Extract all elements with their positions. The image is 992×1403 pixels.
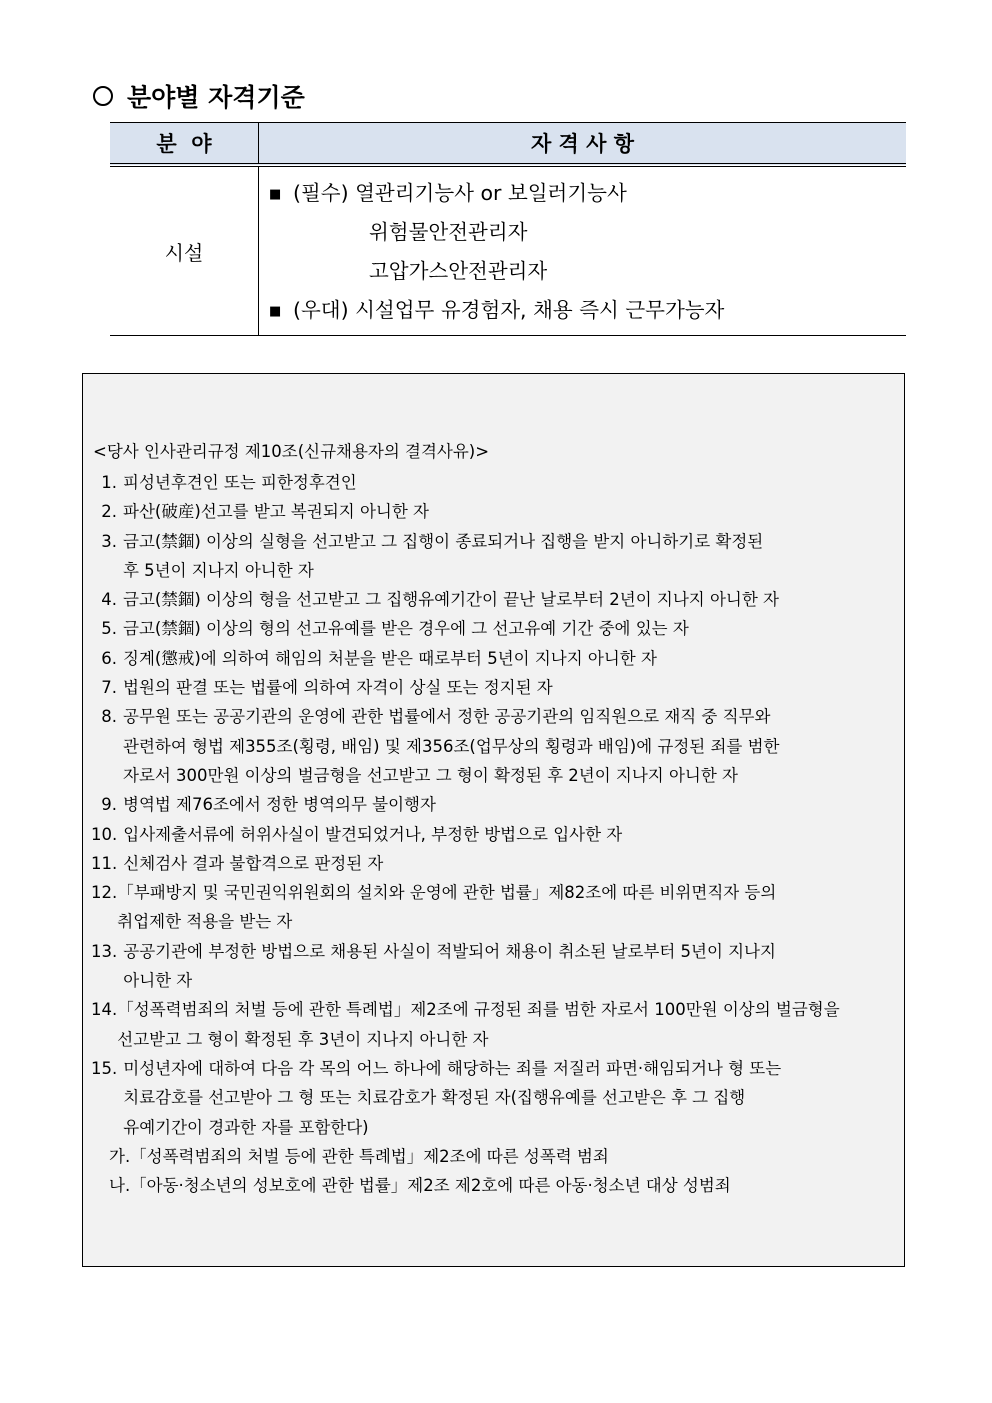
regulation-items: [91, 468, 896, 1200]
item-number: 11.: [91, 853, 118, 873]
item-line: 파산(破産)선고를 받고 복권되지 아니한 자: [123, 502, 429, 522]
qualification-table: [110, 122, 906, 336]
list-item: [91, 1054, 896, 1142]
item-number: 13.: [91, 941, 118, 961]
list-item: [91, 644, 896, 673]
item-number: 5.: [101, 619, 117, 639]
list-item: [91, 995, 896, 1054]
item-text: [123, 497, 896, 526]
quals-list: [259, 167, 906, 335]
quals-cell: [259, 165, 907, 336]
item-text: [117, 878, 896, 937]
list-item: [91, 790, 896, 819]
table-header-row: [110, 123, 906, 166]
item-number: 1.: [101, 473, 117, 492]
item-text: [123, 937, 896, 996]
qualification-text: (우대) 시설업무 유경험자, 채용 즉시 근무가능자: [293, 298, 725, 322]
item-line: 금고(禁錮) 이상의 형의 선고유예를 받은 경우에 그 선고유예 기간 중에 있는 자: [123, 619, 689, 639]
item-line: 치료감호를 선고받아 그 형 또는 치료감호가 확정된 자(집행유예를 선고받은 후 그 집행: [123, 1088, 746, 1108]
header-field: 분 야: [110, 123, 259, 166]
item-line: 「성폭력범죄의 처벌 등에 관한 특례법」제2조에 규정된 죄를 범한 자로서 100만원 이상의 벌금형을: [117, 1000, 840, 1020]
item-number: 7.: [101, 678, 117, 698]
list-item: [91, 849, 896, 878]
item-text: [123, 585, 896, 614]
item-line: 유예기간이 경과한 자를 포함한다): [123, 1117, 369, 1137]
item-text: [123, 702, 896, 790]
item-text: [123, 673, 896, 702]
list-item: [91, 468, 896, 497]
qualification-text: 위험물안전관리자: [369, 220, 528, 244]
item-number: 4.: [101, 590, 117, 610]
item-text: [123, 1054, 896, 1142]
qualification-line: [269, 174, 906, 213]
qualification-line: [269, 252, 906, 291]
field-cell: 시설: [110, 165, 259, 336]
item-text: [123, 820, 896, 849]
circle-icon: [93, 86, 113, 106]
qualification-text: (필수) 열관리기능사 or 보일러기능사: [293, 181, 627, 205]
list-item: [91, 937, 896, 996]
list-item: [91, 878, 896, 937]
square-bullet-icon: ■: [269, 187, 282, 202]
item-number: 6.: [101, 648, 117, 668]
item-line: 징계(懲戒)에 의하여 해임의 처분을 받은 때로부터 5년이 지나지 아니한 자: [123, 648, 657, 668]
item-line: 미성년자에 대하여 다음 각 목의 어느 하나에 해당하는 죄를 저질러 파면·해임되거나 형 또는: [123, 1058, 782, 1078]
item-line: 자로서 300만원 이상의 벌금형을 선고받고 그 형이 확정된 후 2년이 지나지 아니한 자: [123, 765, 738, 785]
item-number: 15.: [91, 1058, 118, 1078]
item-line: 금고(禁錮) 이상의 실형을 선고받고 그 집행이 종료되거나 집행을 받지 아니하기로 확정된: [123, 531, 764, 551]
list-item: [91, 820, 896, 849]
qualification-text: 고압가스안전관리자: [369, 259, 548, 283]
list-item: [91, 497, 896, 526]
item-text: [117, 995, 896, 1054]
sub-item: 나.「아동·청소년의 성보호에 관한 법률」제2조 제2호에 따른 아동·청소년 대상 성범죄: [109, 1176, 731, 1196]
qualification-line: [269, 213, 906, 252]
regulation-title: <당사 인사관리규정 제10조(신규채용자의 결격사유)>: [93, 442, 490, 461]
item-text: [123, 468, 896, 497]
item-text: [123, 527, 896, 586]
item-number: 12.: [91, 883, 118, 903]
item-line: 공공기관에 부정한 방법으로 채용된 사실이 적발되어 채용이 취소된 날로부터 5년이 지나지: [123, 941, 776, 961]
item-line: 후 5년이 지나지 아니한 자: [123, 560, 314, 580]
item-text: [123, 849, 896, 878]
item-line: 관련하여 형법 제355조(횡령, 배임) 및 제356조(업무상의 횡령과 배임)에 규정된 죄를 범한: [123, 736, 780, 756]
item-text: [123, 644, 896, 673]
item-line: 신체검사 결과 불합격으로 판정된 자: [123, 853, 384, 873]
item-line: 피성년후견인 또는 피한정후견인: [123, 473, 357, 492]
table-row: [110, 165, 906, 336]
item-text: [123, 614, 896, 643]
header-qualifications: 자 격 사 항: [259, 123, 907, 166]
item-number: 14.: [91, 1000, 118, 1020]
list-item: [91, 702, 896, 790]
item-number: 3.: [101, 531, 117, 551]
item-line: 「부패방지 및 국민권익위원회의 설치와 운영에 관한 법률」제82조에 따른 비위면직자 등의: [117, 883, 777, 903]
section-heading-text: 분야별 자격기준: [127, 83, 305, 112]
item-line: 금고(禁錮) 이상의 형을 선고받고 그 집행유예기간이 끝난 날로부터 2년이 지나지 아니한 자: [123, 590, 779, 610]
item-line: 취업제한 적용을 받는 자: [117, 912, 293, 932]
list-item: [91, 585, 896, 614]
sub-item: 가.「성폭력범죄의 처벌 등에 관한 특례법」제2조에 따른 성폭력 범죄: [109, 1146, 609, 1166]
item-line: 법원의 판결 또는 법률에 의하여 자격이 상실 또는 정지된 자: [123, 678, 553, 698]
square-bullet-icon: ■: [269, 304, 282, 319]
item-text: [123, 790, 896, 819]
list-item: [91, 614, 896, 643]
item-number: 8.: [101, 707, 117, 727]
list-item: [91, 673, 896, 702]
qualification-line: [269, 291, 906, 330]
item-line: 선고받고 그 형이 확정된 후 3년이 지나지 아니한 자: [117, 1029, 489, 1049]
item-number: 10.: [91, 824, 118, 844]
item-line: 병역법 제76조에서 정한 병역의무 불이행자: [123, 795, 436, 815]
list-item: [91, 527, 896, 586]
section-heading: [93, 78, 305, 114]
item-number: 2.: [101, 502, 117, 522]
item-line: 공무원 또는 공공기관의 운영에 관한 법률에서 정한 공공기관의 임직원으로 재직 중 직무와: [123, 707, 771, 727]
item-line: 입사제출서류에 허위사실이 발견되었거나, 부정한 방법으로 입사한 자: [123, 824, 623, 844]
regulation-box: [82, 373, 905, 1267]
item-number: 9.: [101, 795, 117, 815]
item-line: 아니한 자: [123, 971, 193, 991]
